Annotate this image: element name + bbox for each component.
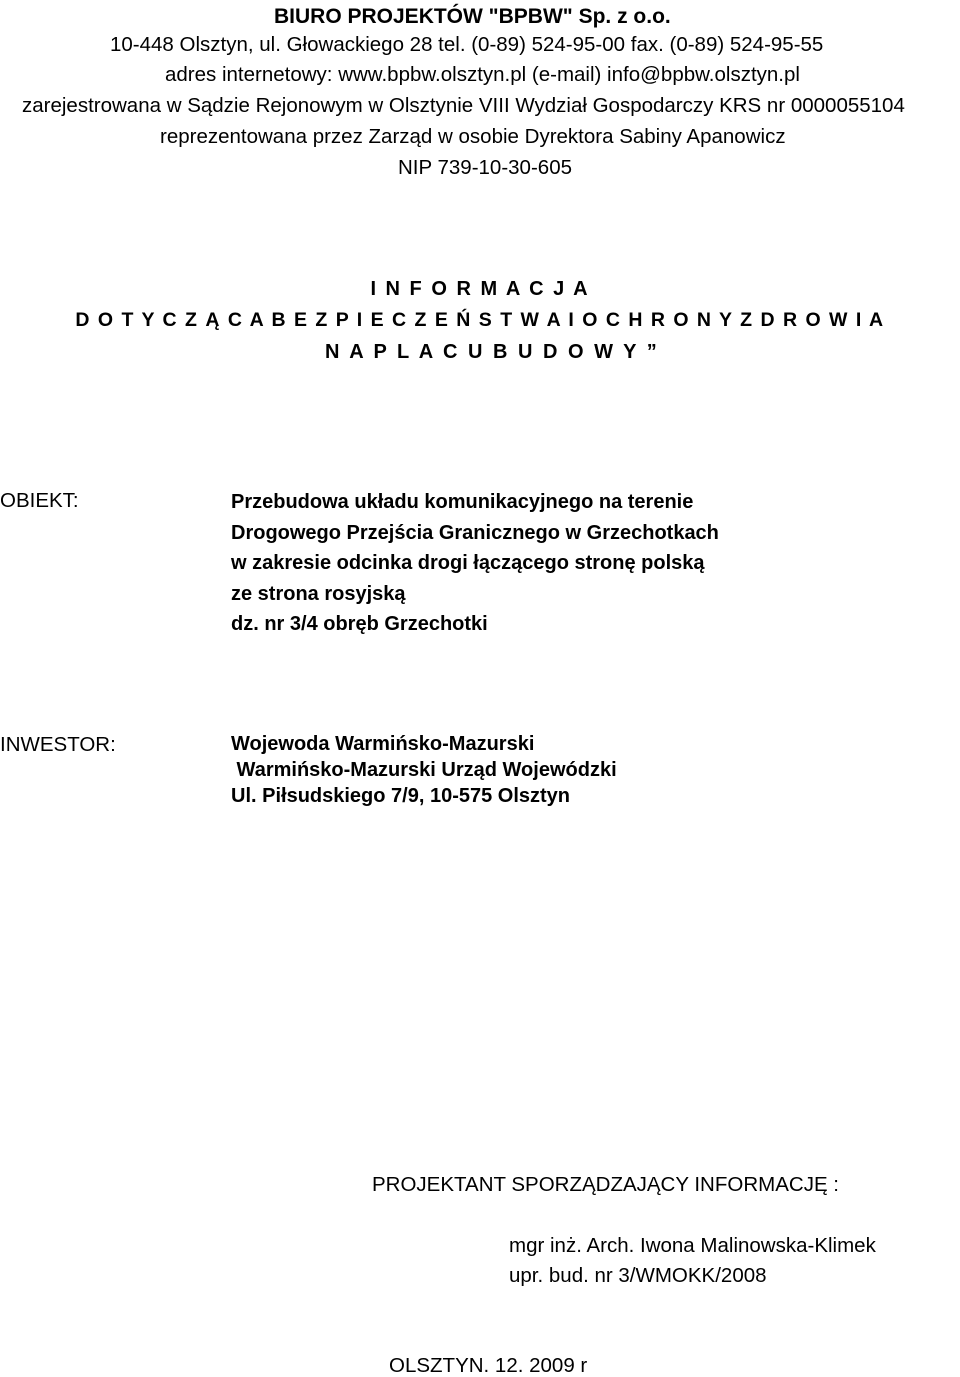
company-nip: NIP 739-10-30-605	[398, 156, 572, 179]
designer-heading: PROJEKTANT SPORZĄDZAJĄCY INFORMACJĘ :	[372, 1173, 840, 1196]
object-line: Przebudowa układu komunikacyjnego na terenie	[231, 491, 694, 513]
object-line: w zakresie odcinka drogi łączącego stronę polską	[231, 552, 705, 574]
investor-line: Ul. Piłsudskiego 7/9, 10-575 Olsztyn	[231, 785, 571, 807]
object-line: ze strona rosyjską	[231, 582, 406, 605]
object-line: Drogowego Przejścia Granicznego w Grzechotkach	[231, 521, 719, 544]
company-name: BIURO PROJEKTÓW "BPBW" Sp. z o.o.	[274, 5, 671, 28]
document-title: I N F O R M A C J A	[370, 278, 590, 300]
place-and-date: OLSZTYN. 12. 2009 r	[389, 1354, 588, 1377]
object-description	[231, 487, 719, 640]
designer-name: mgr inż. Arch. Iwona Malinowska-Klimek	[509, 1234, 876, 1257]
document-subtitle-continued: N A P L A C U B U D O W Y ”	[325, 341, 660, 363]
object-line: dz. nr 3/4 obręb Grzechotki	[231, 613, 488, 635]
investor-line: Wojewoda Warmińsko-Mazurski	[231, 733, 535, 755]
company-address: 10-448 Olsztyn, ul. Głowackiego 28 tel. (0-89) 524-95-00 fax. (0-89) 524-95-55	[110, 33, 824, 56]
investor-details	[231, 731, 617, 809]
investor-label: INWESTOR:	[0, 733, 116, 756]
company-registration: zarejestrowana w Sądzie Rejonowym w Olsztynie VIII Wydział Gospodarczy KRS nr 0000055104	[22, 94, 905, 117]
company-web-contact: adres internetowy: www.bpbw.olsztyn.pl (e-mail) info@bpbw.olsztyn.pl	[165, 63, 800, 86]
object-label: OBIEKT:	[0, 489, 79, 512]
document-subtitle: D O T Y C Z Ą C A B E Z P I E C Z E Ń S T W A I O C H R O N Y Z D R O W I A	[75, 309, 885, 331]
investor-line: Warmińsko-Mazurski Urząd Wojewódzki	[231, 759, 617, 781]
company-representation: reprezentowana przez Zarząd w osobie Dyrektora Sabiny Apanowicz	[160, 125, 786, 148]
designer-license: upr. bud. nr 3/WMOKK/2008	[509, 1264, 767, 1287]
